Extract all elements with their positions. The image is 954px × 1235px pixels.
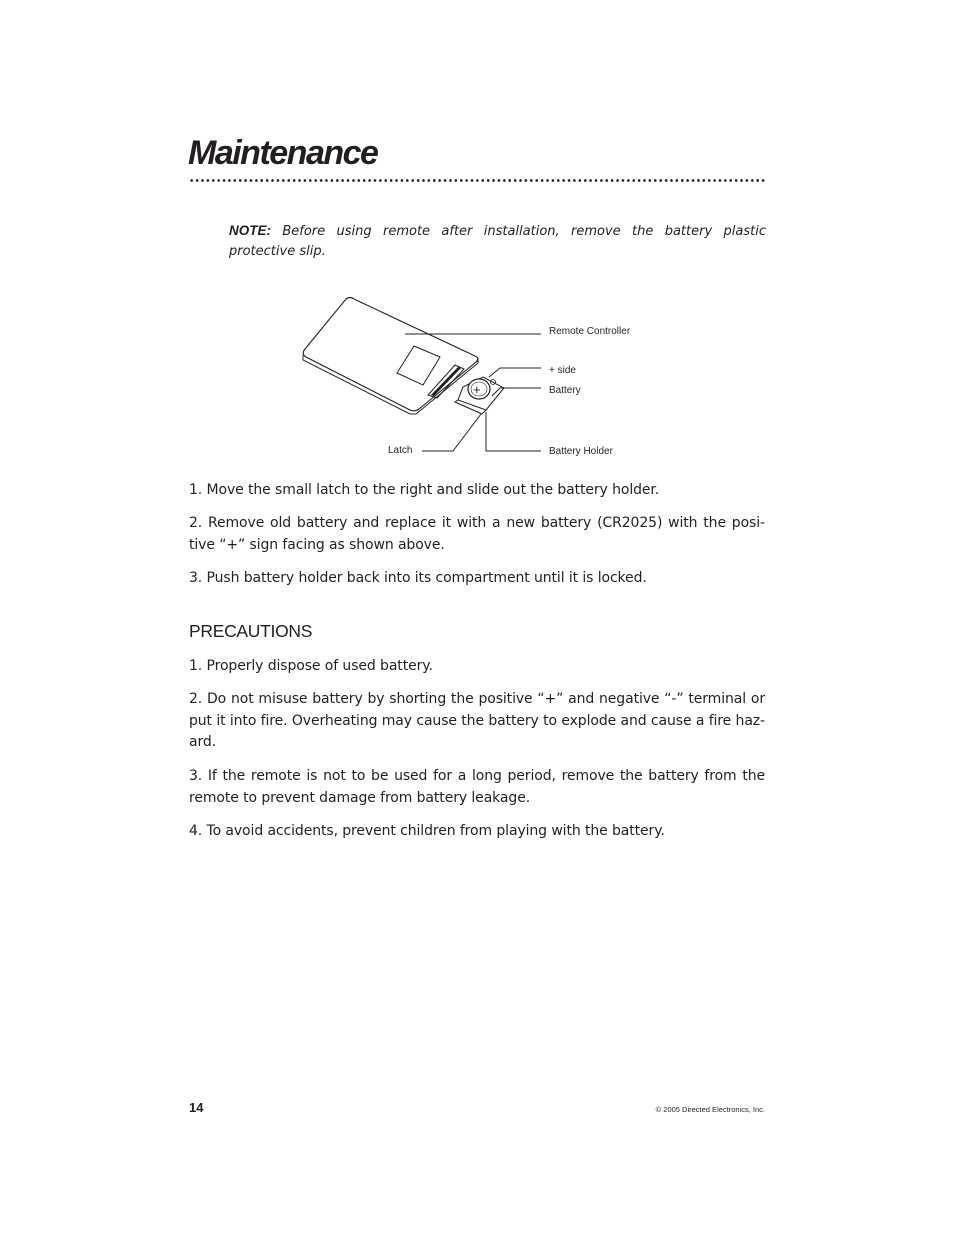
precaution-4: 4. To avoid accidents, prevent children from playing with the battery. [189, 823, 665, 839]
leader-battery-holder [486, 412, 541, 451]
copyright-notice: © 2005 Directed Electronics, Inc. [655, 1105, 765, 1114]
note-label: NOTE: [229, 223, 271, 238]
battery-plus-sign: + [473, 382, 481, 397]
precaution-3: 3. If the remote is not to be used for a long period, remove the battery from the remote to prevent damage from battery leakage. [189, 768, 765, 806]
page-title: Maintenance [188, 134, 378, 172]
precautions-heading: PRECAUTIONS [189, 621, 313, 641]
step-1: 1. Move the small latch to the right and slide out the battery holder. [189, 482, 660, 498]
battery-replacement-diagram [0, 0, 954, 470]
step-2: 2. Remove old battery and replace it with a new battery (CR2025) with the posi-tive “+” sign facing as shown above. [189, 515, 765, 553]
label-remote-controller: Remote Controller [549, 326, 631, 337]
precaution-1: 1. Properly dispose of used battery. [189, 658, 433, 674]
leader-latch [422, 414, 481, 451]
remote-controller-body [303, 298, 478, 411]
label-battery: Battery [549, 385, 581, 396]
precaution-2: 2. Do not misuse battery by shorting the positive “+” and negative “-” terminal or put it into fire. Overheating may cause the battery to explode and cause a fire haz-ard. [189, 691, 765, 750]
label-battery-holder: Battery Holder [549, 446, 613, 457]
leader-plus-side [489, 368, 541, 377]
note-text: Before using remote after installation, remove the battery plastic protective slip. [229, 224, 766, 259]
page-number: 14 [189, 1100, 204, 1115]
label-plus-side: + side [549, 365, 576, 376]
step-3: 3. Push battery holder back into its compartment until it is locked. [189, 570, 647, 586]
label-latch: Latch [388, 445, 413, 456]
